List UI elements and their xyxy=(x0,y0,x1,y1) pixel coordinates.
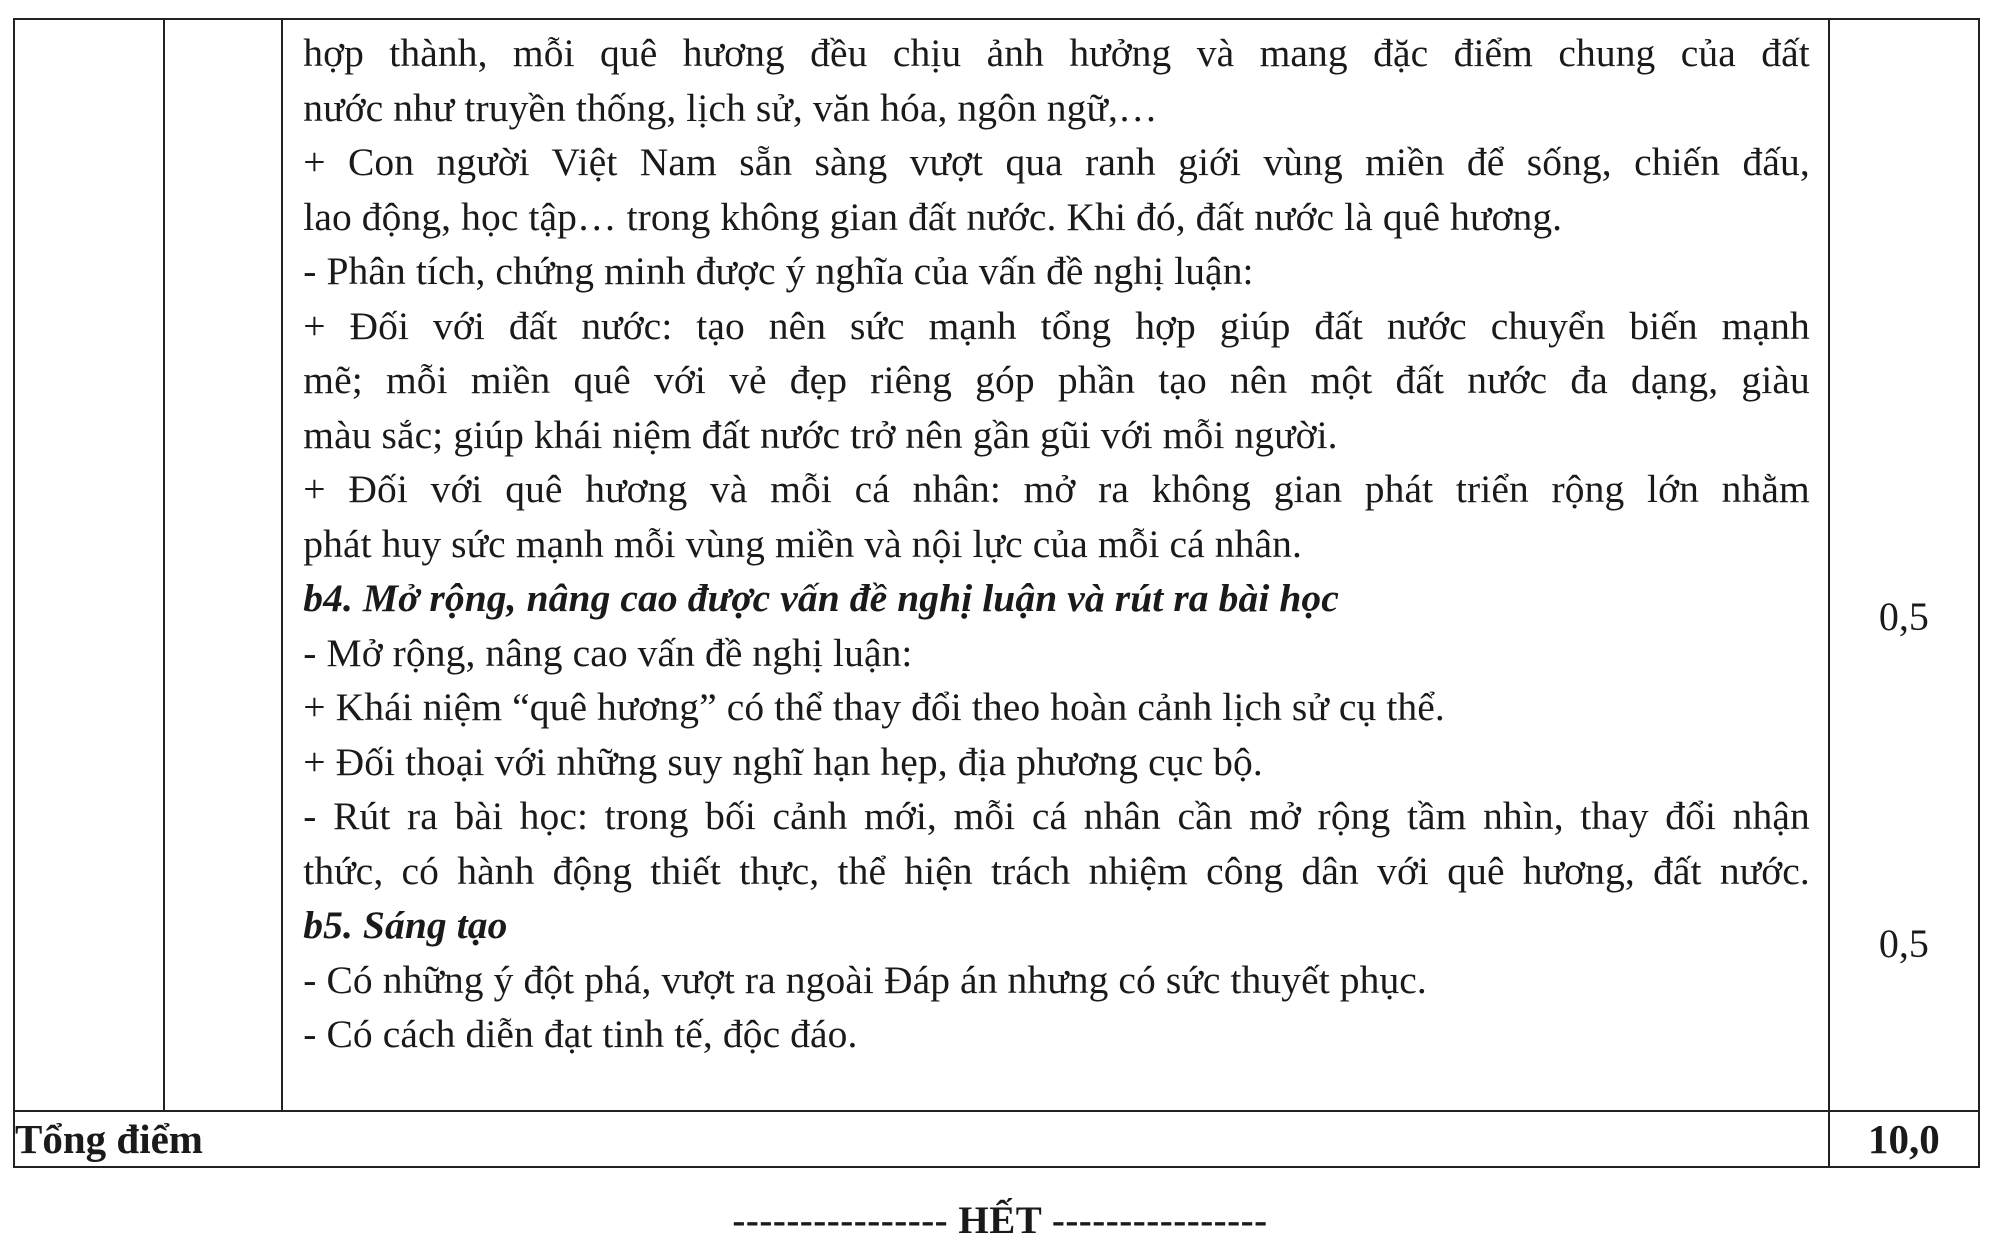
content-line: + Con người Việt Nam sẵn sàng vượt qua ranh giới vùng miền để sống, chiến đấu, xyxy=(303,140,1810,184)
content-line: lao động, học tập… trong không gian đất nước. Khi đó, đất nước là quê hương. xyxy=(303,194,1563,239)
content-line: + Đối với quê hương và mỗi cá nhân: mở ra không gian phát triển rộng lớn nhằm xyxy=(303,467,1810,511)
score-cell xyxy=(1829,19,1979,1111)
total-row xyxy=(14,1111,1979,1167)
content-line: phát huy sức mạnh mỗi vùng miền và nội lực của mỗi cá nhân. xyxy=(303,521,1302,566)
content-line: - Mở rộng, nâng cao vấn đề nghị luận: xyxy=(303,630,913,675)
criterion-heading-b5: b5. Sáng tạo xyxy=(303,903,508,947)
content-line: + Đối thoại với những suy nghĩ hạn hẹp, địa phương cục bộ. xyxy=(303,739,1263,784)
subsection-cell xyxy=(164,19,282,1111)
total-value: 10,0 xyxy=(1829,1111,1979,1167)
criteria-row xyxy=(14,19,1979,1111)
content-cell xyxy=(282,19,1829,1111)
content-line: - Có những ý đột phá, vượt ra ngoài Đáp án nhưng có sức thuyết phục. xyxy=(303,957,1427,1002)
criterion-heading-b4: b4. Mở rộng, nâng cao được vấn đề nghị luận và rút ra bài học xyxy=(303,576,1339,620)
content-line: thức, có hành động thiết thực, thể hiện trách nhiệm công dân với quê hương, đất nước. xyxy=(303,848,1810,893)
content-line: nước như truyền thống, lịch sử, văn hóa, ngôn ngữ,… xyxy=(303,85,1158,130)
content-line: hợp thành, mỗi quê hương đều chịu ảnh hưởng và mang đặc điểm chung của đất xyxy=(303,31,1810,75)
content-line: + Đối với đất nước: tạo nên sức mạnh tổng hợp giúp đất nước chuyển biến mạnh xyxy=(303,303,1810,348)
total-label: Tổng điểm xyxy=(14,1111,1829,1167)
content-line: - Phân tích, chứng minh được ý nghĩa của vấn đề nghị luận: xyxy=(303,249,1254,293)
grading-table xyxy=(13,18,1980,1168)
content-line: - Có cách diễn đạt tinh tế, độc đáo. xyxy=(303,1012,858,1056)
content-line: - Rút ra bài học: trong bối cảnh mới, mỗi cá nhân cần mở rộng tầm nhìn, thay đổi nhận xyxy=(303,794,1810,838)
content-line: mẽ; mỗi miền quê với vẻ đẹp riêng góp phần tạo nên một đất nước đa dạng, giàu xyxy=(303,358,1810,402)
score-b4: 0,5 xyxy=(1878,594,1929,639)
end-marker: ---------------- HẾT ---------------- xyxy=(732,1199,1268,1242)
section-cell xyxy=(14,19,164,1111)
score-b5: 0,5 xyxy=(1878,921,1929,966)
criteria-content xyxy=(283,20,1828,1062)
content-line: màu sắc; giúp khái niệm đất nước trở nên gần gũi với mỗi người. xyxy=(303,412,1338,457)
content-line: + Khái niệm “quê hương” có thể thay đổi theo hoàn cảnh lịch sử cụ thể. xyxy=(303,685,1445,729)
